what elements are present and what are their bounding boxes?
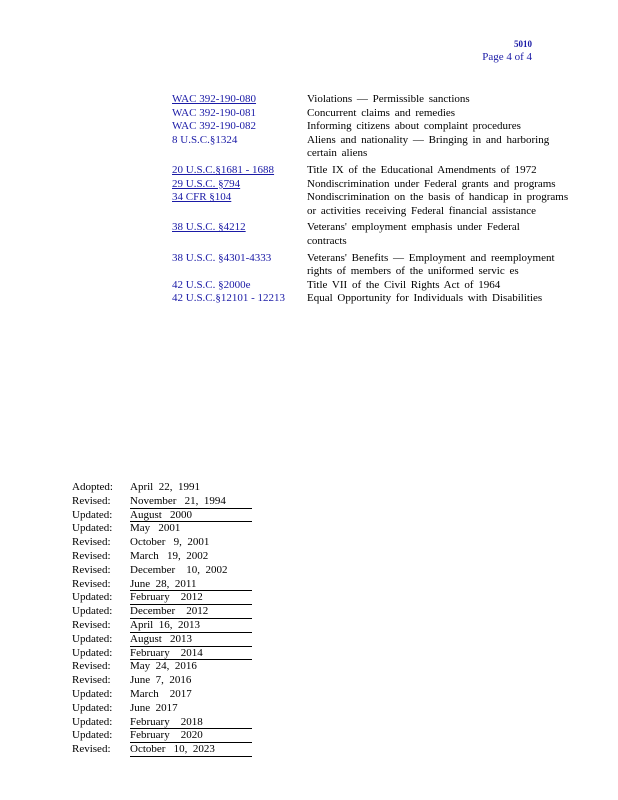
reference-row bbox=[172, 107, 592, 121]
history-row bbox=[72, 495, 252, 509]
history-row bbox=[72, 660, 252, 674]
history-row bbox=[72, 743, 252, 757]
page-header bbox=[482, 38, 532, 64]
reference-row bbox=[172, 120, 592, 134]
reference-row bbox=[172, 93, 592, 107]
reference-description: Equal Opportunity for Individuals with Disabilities bbox=[307, 292, 543, 305]
history-action: Revised: bbox=[72, 494, 111, 507]
history-action: Updated: bbox=[72, 632, 113, 645]
history-row bbox=[72, 481, 252, 495]
history-row bbox=[72, 729, 252, 743]
reference-citation-link[interactable]: 38 U.S.C. §4301-4333 bbox=[172, 251, 272, 264]
reference-description: Title IX of the Educational Amendments of 1972 bbox=[307, 163, 537, 176]
history-date: February 2020 bbox=[130, 729, 252, 743]
history-row bbox=[72, 550, 252, 564]
history-date: May 24, 2016 bbox=[130, 660, 197, 673]
history-date: October 10, 2023 bbox=[130, 743, 252, 757]
history-date: April 22, 1991 bbox=[130, 481, 200, 493]
history-action: Updated: bbox=[72, 646, 113, 659]
reference-row bbox=[172, 164, 592, 178]
history-action: Revised: bbox=[72, 577, 111, 590]
history-action: Updated: bbox=[72, 591, 113, 604]
reference-description: Veterans' employment emphasis under Federal contracts bbox=[307, 221, 520, 247]
policy-number: 5010 bbox=[514, 39, 532, 49]
history-date: August 2000 bbox=[130, 509, 252, 523]
history-action: Updated: bbox=[72, 522, 113, 535]
reference-citation-link[interactable]: 29 U.S.C. §794 bbox=[172, 177, 241, 190]
adoption-history bbox=[72, 481, 252, 757]
history-row bbox=[72, 522, 252, 536]
history-action: Adopted: bbox=[72, 481, 113, 493]
history-date: February 2012 bbox=[130, 591, 252, 605]
reference-description: Violations — Permissible sanctions bbox=[307, 93, 470, 105]
page-number: Page 4 of 4 bbox=[482, 51, 532, 63]
history-date: June 2017 bbox=[130, 701, 178, 714]
history-row bbox=[72, 647, 252, 661]
reference-description: Nondiscrimination under Federal grants and programs bbox=[307, 177, 556, 190]
history-action: Revised: bbox=[72, 674, 111, 687]
history-row bbox=[72, 605, 252, 619]
history-date: March 2017 bbox=[130, 687, 192, 700]
history-row bbox=[72, 674, 252, 688]
history-action: Updated: bbox=[72, 715, 113, 728]
reference-description: Nondiscrimination on the basis of handicap in programs or activities receiving Federal financial assistance bbox=[307, 191, 569, 217]
history-action: Updated: bbox=[72, 605, 113, 618]
history-row bbox=[72, 688, 252, 702]
reference-description: Informing citizens about complaint procedures bbox=[307, 120, 521, 133]
history-action: Revised: bbox=[72, 743, 111, 756]
history-row bbox=[72, 591, 252, 605]
reference-row bbox=[172, 252, 592, 279]
history-date: February 2018 bbox=[130, 716, 252, 730]
history-row bbox=[72, 564, 252, 578]
history-row bbox=[72, 716, 252, 730]
reference-citation-link[interactable]: 34 CFR §104 bbox=[172, 191, 232, 204]
legal-references bbox=[172, 93, 592, 306]
reference-description: Title VII of the Civil Rights Act of 1964 bbox=[307, 278, 501, 291]
reference-citation-link[interactable]: 8 U.S.C.§1324 bbox=[172, 133, 238, 146]
history-date: December 10, 2002 bbox=[130, 563, 228, 576]
reference-citation-link[interactable]: WAC 392-190-080 bbox=[172, 93, 257, 105]
reference-citation-link[interactable]: 42 U.S.C. §2000e bbox=[172, 278, 251, 291]
history-action: Revised: bbox=[72, 618, 111, 631]
history-row bbox=[72, 619, 252, 633]
history-date: February 2014 bbox=[130, 647, 252, 661]
history-row bbox=[72, 633, 252, 647]
reference-citation-link[interactable]: 42 U.S.C.§12101 - 12213 bbox=[172, 292, 286, 305]
history-action: Revised: bbox=[72, 549, 111, 562]
history-date: March 19, 2002 bbox=[130, 549, 209, 562]
reference-citation-link[interactable]: WAC 392-190-081 bbox=[172, 106, 257, 119]
history-date: November 21, 1994 bbox=[130, 495, 252, 509]
history-action: Revised: bbox=[72, 660, 111, 673]
history-action: Updated: bbox=[72, 508, 113, 521]
reference-row bbox=[172, 178, 592, 192]
history-row bbox=[72, 578, 252, 592]
history-date: June 7, 2016 bbox=[130, 674, 192, 687]
history-action: Revised: bbox=[72, 536, 111, 549]
reference-row bbox=[172, 292, 592, 306]
reference-row bbox=[172, 279, 592, 293]
history-action: Updated: bbox=[72, 687, 113, 700]
history-action: Revised: bbox=[72, 563, 111, 576]
reference-row bbox=[172, 191, 592, 218]
history-row bbox=[72, 702, 252, 716]
history-date: May 2001 bbox=[130, 522, 181, 535]
history-date: October 9, 2001 bbox=[130, 536, 210, 549]
reference-row bbox=[172, 221, 592, 248]
history-row bbox=[72, 536, 252, 550]
reference-description: Concurrent claims and remedies bbox=[307, 106, 456, 119]
history-date: August 2013 bbox=[130, 633, 252, 647]
history-action: Updated: bbox=[72, 701, 113, 714]
reference-citation-link[interactable]: 38 U.S.C. §4212 bbox=[172, 221, 246, 234]
reference-row bbox=[172, 134, 592, 161]
history-date: June 28, 2011 bbox=[130, 578, 252, 592]
history-date: December 2012 bbox=[130, 605, 252, 619]
reference-description: Aliens and nationality — Bringing in and harboring certain aliens bbox=[307, 133, 550, 160]
reference-description: Veterans' Benefits — Employment and reemployment rights of members of the uniformed servic es bbox=[307, 251, 555, 278]
history-action: Updated: bbox=[72, 729, 113, 742]
history-date: April 16, 2013 bbox=[130, 619, 252, 633]
reference-citation-link[interactable]: WAC 392-190-082 bbox=[172, 120, 257, 133]
history-row bbox=[72, 509, 252, 523]
reference-citation-link[interactable]: 20 U.S.C.§1681 - 1688 bbox=[172, 163, 275, 176]
